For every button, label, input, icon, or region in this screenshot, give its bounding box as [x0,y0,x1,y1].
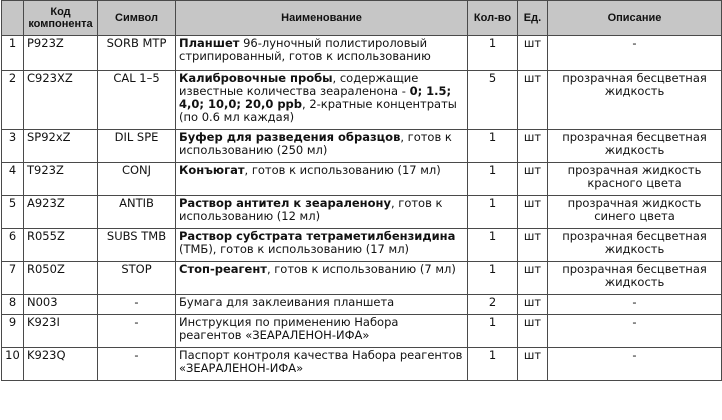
components-table [1,0,722,381]
row-name-bold: Раствор субстрата тетраметилбензидина [179,229,456,243]
row-num: 9 [2,315,24,348]
row-name-text: Инструкция по применению Набора реагентов «ЗЕАРАЛЕНОН-ИФА» [179,315,399,342]
header-row [2,1,722,36]
row-name [176,295,468,315]
header-code: Код компонента [24,1,98,36]
row-unit: шт [518,295,548,315]
row-symbol: DIL SPE [98,130,176,163]
row-symbol: CONJ [98,163,176,196]
row-symbol: SORB MTP [98,36,176,71]
row-name-text: , готов к использованию (17 мл) [244,163,441,177]
row-unit: шт [518,229,548,262]
table-row [2,262,722,295]
row-unit: шт [518,163,548,196]
table-row [2,229,722,262]
row-name-bold: Планшет [179,36,240,50]
row-qty: 1 [468,130,518,163]
row-code: K923Q [24,348,98,381]
row-code: N003 [24,295,98,315]
table-row [2,315,722,348]
header-qty: Кол-во [468,1,518,36]
row-unit: шт [518,36,548,71]
row-desc: - [548,348,722,381]
row-name [176,163,468,196]
row-desc: прозрачная жидкость красного цвета [548,163,722,196]
row-num: 1 [2,36,24,71]
row-qty: 1 [468,196,518,229]
row-num: 5 [2,196,24,229]
row-name [176,262,468,295]
row-symbol: SUBS TMB [98,229,176,262]
row-name [176,130,468,163]
row-unit: шт [518,315,548,348]
row-name-text: (ТМБ), готов к использованию (17 мл) [179,242,410,256]
row-desc: - [548,36,722,71]
row-name [176,196,468,229]
row-name-bold: Калибровочные пробы [179,71,333,85]
row-desc: прозрачная бесцветная жидкость [548,130,722,163]
row-name-bold: Конъюгат [179,163,245,177]
row-qty: 1 [468,163,518,196]
row-code: P923Z [24,36,98,71]
row-qty: 1 [468,229,518,262]
row-name-text: , готов к использованию (7 мл) [266,262,456,276]
row-num: 7 [2,262,24,295]
row-num: 6 [2,229,24,262]
header-num [2,1,24,36]
row-unit: шт [518,130,548,163]
row-name [176,315,468,348]
row-symbol: CAL 1–5 [98,71,176,130]
row-desc: прозрачная бесцветная жидкость [548,229,722,262]
row-code: R050Z [24,262,98,295]
row-num: 8 [2,295,24,315]
table-row [2,71,722,130]
row-code: K923I [24,315,98,348]
row-name-bold-values: 0; 1.5; 4,0; 10,0; 20,0 ppb [179,84,452,111]
row-num: 2 [2,71,24,130]
row-name [176,229,468,262]
row-qty: 5 [468,71,518,130]
header-desc: Описание [548,1,722,36]
row-symbol: - [98,295,176,315]
row-code: A923Z [24,196,98,229]
row-symbol: STOP [98,262,176,295]
row-name-text: 96-луночный полистироловый стрипированный, готов к использованию [179,36,431,63]
row-unit: шт [518,262,548,295]
row-name-bold: Стоп-реагент [179,262,267,276]
row-name-text: Паспорт контроля качества Набора реагентов «ЗЕАРАЛЕНОН-ИФА» [179,348,463,375]
row-unit: шт [518,196,548,229]
row-code: T923Z [24,163,98,196]
table-row [2,163,722,196]
row-qty: 2 [468,295,518,315]
row-num: 10 [2,348,24,381]
row-symbol: ANTIB [98,196,176,229]
row-name [176,348,468,381]
table-row [2,196,722,229]
table-row [2,36,722,71]
row-unit: шт [518,348,548,381]
row-name-bold: Раствор антител к зеараленону [179,196,391,210]
row-unit: шт [518,71,548,130]
table-row [2,348,722,381]
row-qty: 1 [468,262,518,295]
header-unit: Ед. [518,1,548,36]
header-symbol: Символ [98,1,176,36]
row-code: SP92xZ [24,130,98,163]
row-desc: - [548,315,722,348]
row-name [176,71,468,130]
table-row [2,130,722,163]
row-desc: прозрачная жидкость синего цвета [548,196,722,229]
row-qty: 1 [468,315,518,348]
row-code: C923XZ [24,71,98,130]
row-num: 4 [2,163,24,196]
row-desc: прозрачная бесцветная жидкость [548,262,722,295]
row-name-text: Бумага для заклеивания планшета [179,295,395,309]
row-code: R055Z [24,229,98,262]
row-desc: - [548,295,722,315]
row-desc: прозрачная бесцветная жидкость [548,71,722,130]
header-name: Наименование [176,1,468,36]
row-qty: 1 [468,36,518,71]
row-symbol: - [98,315,176,348]
row-qty: 1 [468,348,518,381]
table-row [2,295,722,315]
row-name-text: , готов к использованию (250 мл) [179,130,452,157]
row-num: 3 [2,130,24,163]
row-name-text-tail: , 2-кратные концентраты (по 0.6 мл каждая) [179,97,457,124]
row-name-text: , готов к использованию (12 мл) [179,196,443,223]
row-symbol: - [98,348,176,381]
row-name-bold: Буфер для разведения образцов [179,130,401,144]
row-name-text: , содержащие известные количества зеараленона - [179,71,419,98]
row-name [176,36,468,71]
